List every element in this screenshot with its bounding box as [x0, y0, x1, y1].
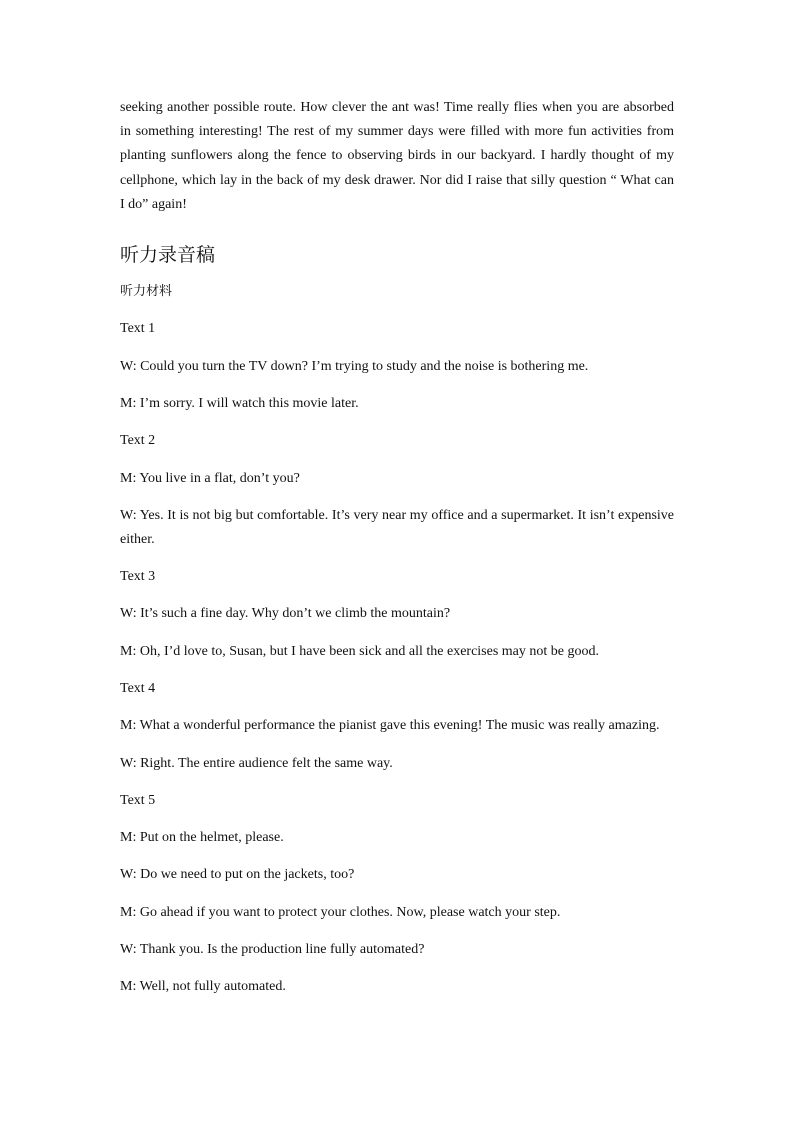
dialogue-line: W: Yes. It is not big but comfortable. It’s very near my office and a supermarket. It isn’t expensive either. — [120, 507, 674, 547]
dialogue-line: W: Do we need to put on the jackets, too? — [120, 867, 355, 883]
dialogue-line: W: Right. The entire audience felt the same way. — [120, 755, 393, 771]
materials-label: 听力材料 — [120, 284, 173, 300]
dialogue-line: M: I’m sorry. I will watch this movie later. — [120, 395, 359, 411]
dialogue-line: M: You live in a flat, don’t you? — [120, 470, 300, 486]
text-label: Text 5 — [120, 792, 156, 808]
text-label: Text 2 — [120, 433, 156, 449]
document-content — [120, 96, 674, 1013]
dialogue-line: W: It’s such a fine day. Why don’t we climb the mountain? — [120, 606, 451, 622]
dialogue-line: M: Oh, I’d love to, Susan, but I have been sick and all the exercises may not be good. — [120, 643, 599, 659]
dialogue-line: M: Well, not fully automated. — [120, 979, 286, 995]
dialogue-line: M: What a wonderful performance the pianist gave this evening! The music was really amazing. — [120, 718, 660, 734]
text-label: Text 3 — [120, 569, 156, 585]
text-label: Text 4 — [120, 680, 156, 696]
story-paragraph: seeking another possible route. How clever the ant was! Time really flies when you are absorbed in something interesting! The rest of my summer days were filled with more fun activities from planting sunflowers along the fence to observing birds in our backyard. I hardly thought of my cellphone, which lay in the back of my desk drawer. Nor did I raise that silly question “ What can I do” again! — [120, 100, 674, 212]
dialogue-line: M: Put on the helmet, please. — [120, 830, 284, 846]
dialogue-line: W: Could you turn the TV down? I’m trying to study and the noise is bothering me. — [120, 358, 589, 374]
dialogue-line: W: Thank you. Is the production line fully automated? — [120, 942, 425, 958]
dialogue-line: M: Go ahead if you want to protect your clothes. Now, please watch your step. — [120, 904, 561, 920]
section-heading: 听力录音稿 — [120, 244, 216, 267]
text-label: Text 1 — [120, 321, 156, 337]
transcript — [120, 280, 674, 999]
